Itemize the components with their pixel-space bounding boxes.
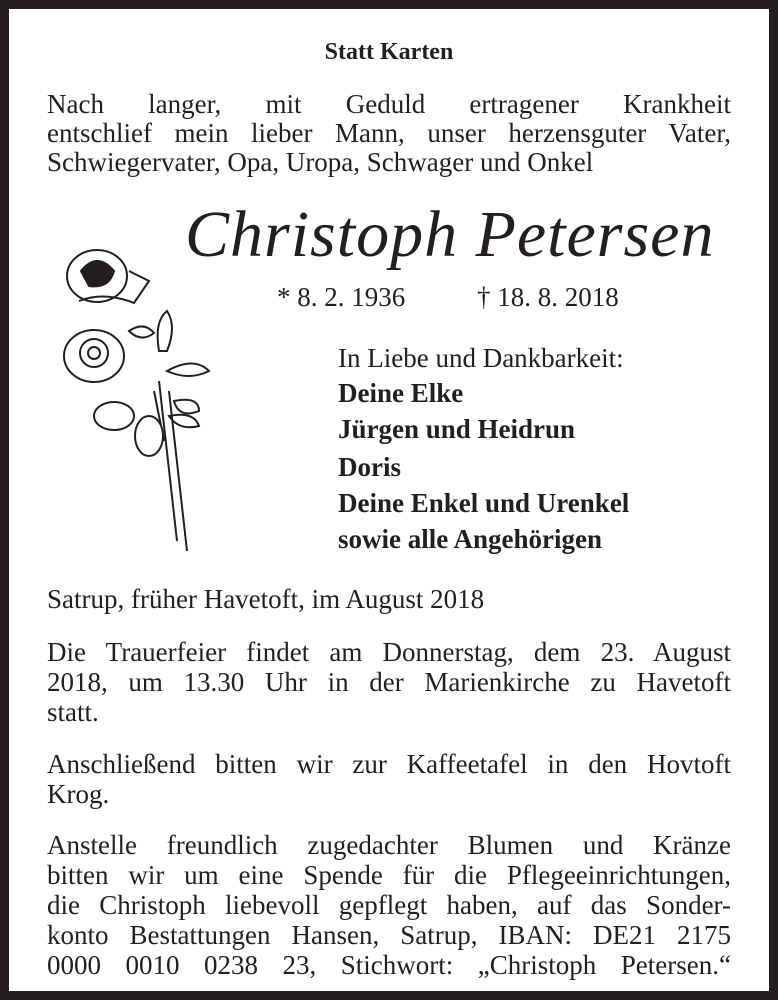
intro-line: Nach langer, mit Geduld ertragener Krankheit <box>47 89 731 119</box>
donation-line: 0000 0010 0238 23, Stichwort: „Christoph Petersen.“ <box>47 950 731 980</box>
death-date: † 18. 8. 2018 <box>477 282 619 312</box>
funeral-line: statt. <box>47 697 99 727</box>
coffee-line: Anschließend bitten wir zur Kaffeetafel in den Hovtoft <box>47 749 731 779</box>
donation-line: bitten wir um eine Spende für die Pflegeeinrichtungen, <box>47 860 731 890</box>
funeral-line: Die Trauerfeier findet am Donnerstag, dem 23. August <box>47 637 731 667</box>
mourner: Doris <box>338 452 401 482</box>
intro-line: Schwiegervater, Opa, Uropa, Schwager und Onkel <box>47 147 594 177</box>
heading: Statt Karten <box>324 39 454 65</box>
intro-line: entschlief mein lieber Mann, unser herzensguter Vater, <box>47 118 731 148</box>
birth-date: * 8. 2. 1936 <box>277 282 406 312</box>
donation-line: die Christoph liebevoll gepflegt haben, auf das Sonder- <box>47 890 731 920</box>
place-date: Satrup, früher Havetoft, im August 2018 <box>47 584 485 614</box>
deceased-name: Christoph Petersen <box>185 198 715 271</box>
donation-line: konto Bestattungen Hansen, Satrup, IBAN: DE21 2175 <box>47 920 731 950</box>
mourners-intro: In Liebe und Dankbarkeit: <box>338 343 624 373</box>
funeral-line: 2018, um 13.30 Uhr in der Marienkirche zu Havetoft <box>47 667 731 697</box>
mourner: Jürgen und Heidrun <box>338 414 576 444</box>
rose-illustration <box>59 241 229 561</box>
donation-line: Anstelle freundlich zugedachter Blumen und Kränze <box>47 830 731 860</box>
mourner: sowie alle Angehörigen <box>338 524 602 554</box>
coffee-line: Krog. <box>47 779 110 809</box>
mourner: Deine Enkel und Urenkel <box>338 488 630 518</box>
mourner: Deine Elke <box>338 378 464 408</box>
